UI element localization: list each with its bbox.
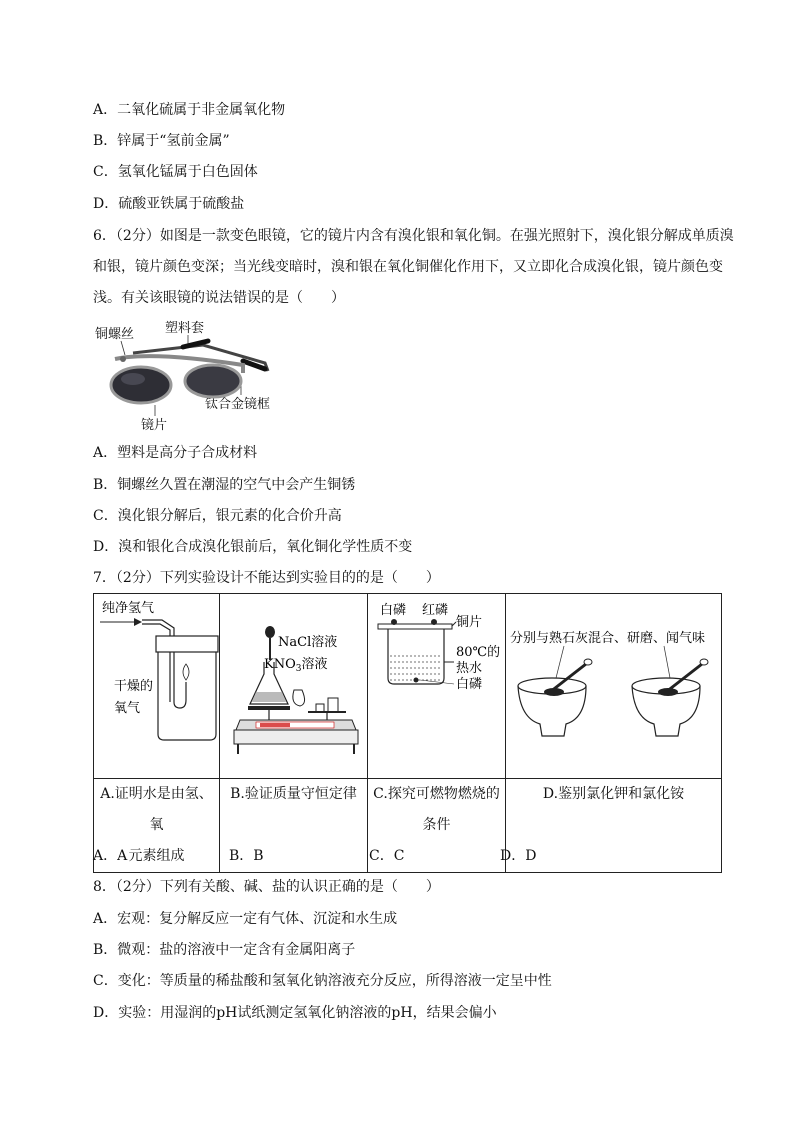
glasses-figure — [93, 315, 293, 435]
q6-option-a: A．塑料是高分子合成材料 — [93, 445, 258, 461]
q8-option-b: B．微观：盐的溶液中一定含有金属阳离子 — [93, 942, 356, 958]
label-white-phosphorus: 白磷 — [380, 603, 407, 618]
caption-d: D.鉴别氯化钾和氯化铵 — [506, 779, 722, 873]
q8-stem: 8．（2分）下列有关酸、碱、盐的认识正确的是（ ） — [93, 879, 440, 895]
balance-figure — [220, 594, 368, 774]
q7-stem: 7．（2分）下列实验设计不能达到实验目的的是（ ） — [93, 570, 440, 586]
lens-left — [111, 367, 171, 403]
label-white-phosphorus-2: 白磷 — [456, 677, 483, 692]
label-pure-hydrogen: 纯净氢气 — [102, 601, 155, 616]
q6-stem-line-1: 6．（2分）如图是一款变色眼镜，它的镜片内含有溴化银和氧化铜。在强光照射下，溴化银分解成单质溴 — [93, 228, 734, 244]
q6-option-c: C．溴化银分解后，银元素的化合价升高 — [93, 508, 342, 524]
q7-answer-d: D．D — [500, 848, 537, 864]
mortar-figure — [506, 594, 722, 774]
label-plastic-sleeve: 塑料套 — [165, 321, 205, 336]
label-mortar-instruction: 分别与熟石灰混合、研磨、闻气味 — [510, 631, 706, 646]
q6-option-d: D．溴和银化合成溴化银前后，氧化铜化学性质不变 — [93, 539, 413, 555]
copper-screw — [120, 356, 126, 362]
label-lens: 镜片 — [141, 418, 168, 433]
label-copper-plate: 铜片 — [456, 615, 483, 630]
label-hot-water: 热水 — [456, 661, 483, 676]
figure-b-cell — [220, 594, 368, 779]
figure-d-cell — [506, 594, 722, 779]
q7-answer-c: C．C — [369, 848, 405, 864]
label-dry: 干燥的 — [114, 679, 154, 694]
q5-option-d: D．硫酸亚铁属于硫酸盐 — [93, 196, 245, 212]
q7-answer-b: B．B — [229, 848, 264, 864]
label-oxygen: 氧气 — [114, 701, 141, 716]
figure-a-cell — [94, 594, 220, 779]
caption-b: B.验证质量守恒定律 — [220, 779, 368, 873]
q6-stem-line-3: 浅。有关该眼镜的说法错误的是（ ） — [93, 290, 345, 306]
q5-option-a: A．二氧化硫属于非金属氧化物 — [93, 102, 286, 118]
label-copper-screw: 铜螺丝 — [95, 327, 135, 342]
q5-option-b: B．锌属于“氢前金属” — [93, 133, 230, 149]
q8-option-c: C．变化：等质量的稀盐酸和氢氧化钠溶液充分反应，所得溶液一定呈中性 — [93, 973, 552, 989]
caption-a: A.证明水是由氢、氧 元素组成 — [94, 779, 220, 873]
label-kno3: $KNO_3$溶液 — [264, 657, 328, 674]
combustion-condition-figure — [368, 594, 506, 774]
label-red-phosphorus: 红磷 — [422, 603, 449, 618]
q6-stem-line-2: 和银，镜片颜色变深；当光线变暗时，溴和银在氧化铜催化作用下，又立即化合成溴化银，镜片颜色变 — [93, 259, 723, 275]
figure-c-cell — [368, 594, 506, 779]
q8-option-d: D．实验：用湿润的pH试纸测定氢氧化钠溶液的pH，结果会偏小 — [93, 1005, 497, 1021]
q5-option-c: C．氢氧化锰属于白色固体 — [93, 164, 258, 180]
q8-option-a: A．宏观：复分解反应一定有气体、沉淀和水生成 — [93, 911, 398, 927]
q6-option-b: B．铜螺丝久置在潮湿的空气中会产生铜锈 — [93, 477, 356, 493]
label-nacl: NaCl溶液 — [278, 635, 338, 650]
label-80c: 80℃的 — [456, 645, 501, 660]
hydrogen-combustion-figure — [94, 594, 220, 774]
lens-right — [185, 365, 241, 397]
q7-answer-a: A．A — [93, 848, 128, 864]
label-titanium-frame: 钛合金镜框 — [205, 397, 271, 412]
experiment-table — [93, 593, 722, 873]
caption-c: C.探究可燃物燃烧的 条件 — [368, 779, 506, 873]
